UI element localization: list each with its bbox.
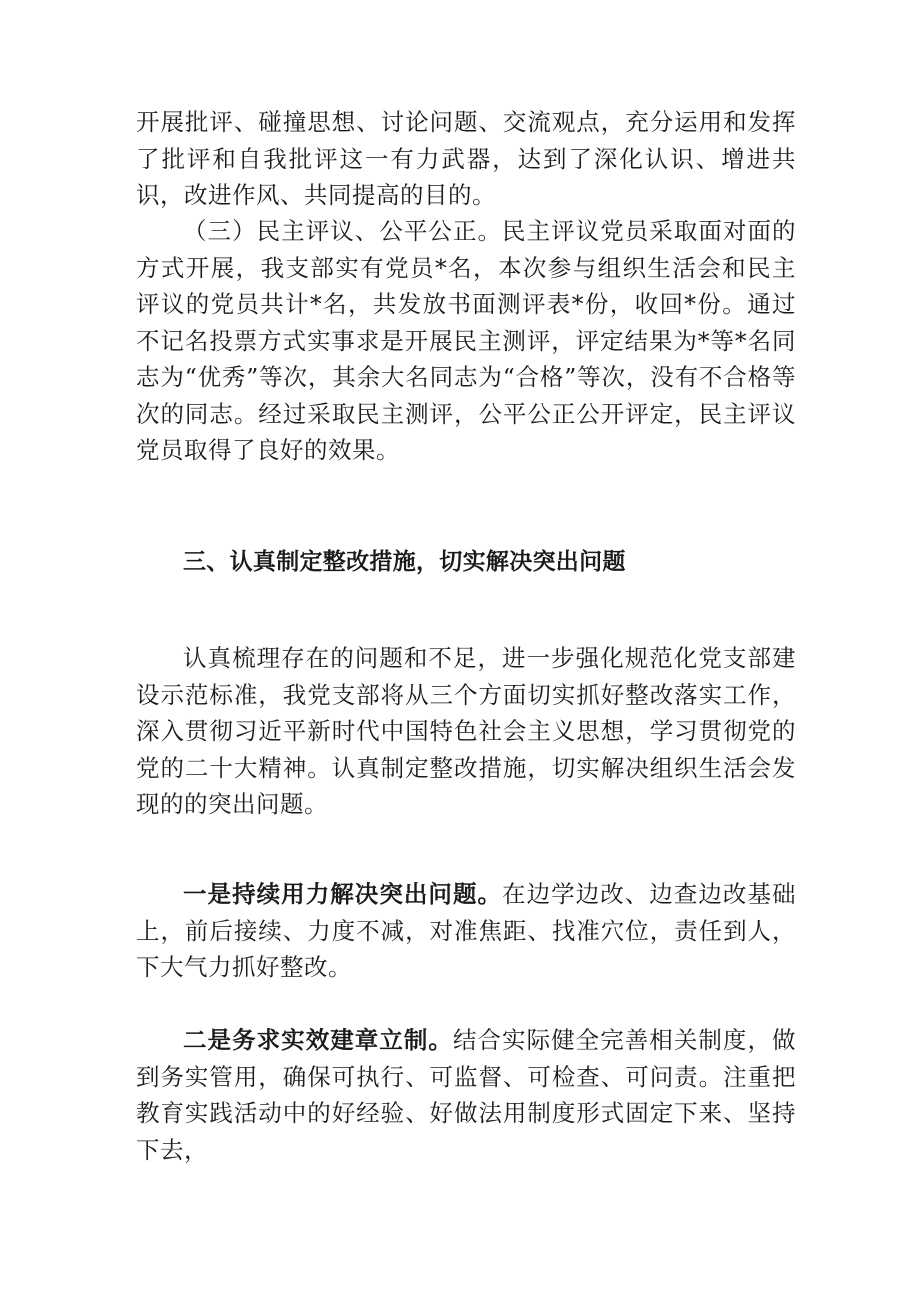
- paragraph-democratic-evaluation: （三）民主评议、公平公正。民主评议党员采取面对面的方式开展，我支部实有党员*名，本次参与组织生活会和民主评议的党员共计*名，共发放书面测评表*份，收回*份。通过不记名投票方式实事求是开展民主测评，评定结果为*等*名同志为“优秀”等次，其余大名同志为“合格”等次，没有不合格等次的同志。经过采取民主测评，公平公正公开评定，民主评议党员取得了良好的效果。: [136, 217, 796, 464]
- point-one-lead: 一是持续用力解决突出问题。: [183, 880, 503, 908]
- point-two-body: 结合实际健全完善相关制度，做到务实管用，确保可执行、可监督、可检查、可问责。注重把教育实践活动中的好经验、好做法用制度形式固定下来、坚持下去，: [136, 1026, 797, 1164]
- paragraph-point-one: [136, 876, 796, 986]
- paragraph-point-two: [136, 1022, 796, 1168]
- point-two-lead: 二是务求实效建章立制。: [183, 1026, 453, 1054]
- point-one-body: 在边学边改、边查边改基础上，前后接续、力度不减，对准焦距、找准穴位，责任到人，下大气力抓好整改。: [136, 880, 797, 981]
- paragraph-rectification-intro: 认真梳理存在的问题和不足，进一步强化规范化党支部建设示范标准，我党支部将从三个方面切实抓好整改落实工作，深入贯彻习近平新时代中国特色社会主义思想，学习贯彻党的党的二十大精神。认真制定整改措施，切实解决组织生活会发现的的突出问题。: [136, 644, 796, 818]
- section-heading-rectification: 三、认真制定整改措施，切实解决突出问题: [183, 549, 626, 575]
- paragraph-criticism: 开展批评、碰撞思想、讨论问题、交流观点，充分运用和发挥了批评和自我批评这一有力武器，达到了深化认识、增进共识，改进作风、共同提高的目的。: [136, 108, 796, 209]
